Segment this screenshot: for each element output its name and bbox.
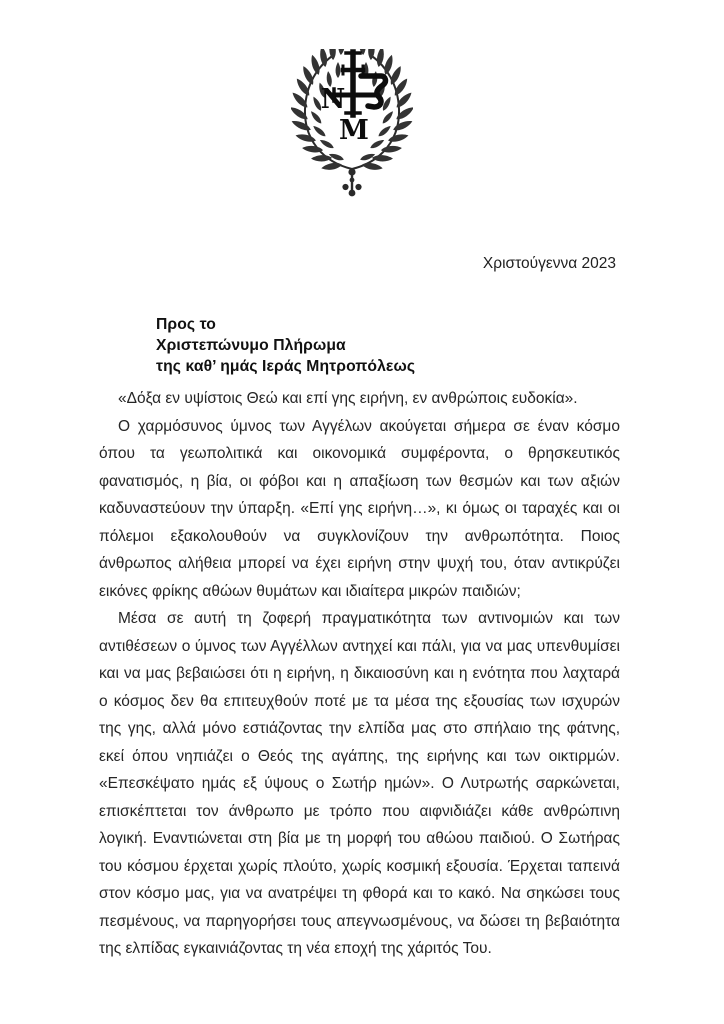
body-paragraph-2: Μέσα σε αυτή τη ζοφερή πραγματικότητα των αντινομιών και των αντιθέσεων ο ύμνος των Αγγέλλων αντηχεί και πάλι, για να μας υπενθυμίσει και να μας βεβαιώσει ότι η ειρήνη, η δικαιοσύνη και η ενότητα που λαχταρά ο κόσμος δεν θα επιτευχθούν ποτέ με τα μέσα της εξουσίας των ισχυρών της γης, αλλά μόνο εστιάζοντας την ελπίδα μας στο σπήλαιο της φάτνης, εκεί όπου νηπιάζει ο Θεός της αγάπης, της ειρήνης και των οικτιρμών. «Επεσκέψατο ημάς εξ ύψους ο Σωτήρ ημών». Ο Λυτρωτής σαρκώνεται, επισκέπτεται τον άνθρωπο με τρόπο που αιφνιδιάζει κάθε ανθρώπινη λογική. Εναντιώνεται στη βία με τη μορφή του αθώου παιδιού. Ο Σωτήρας του κόσμου έρχεται χωρίς πλούτο, χωρίς κοσμική εξουσία. Έρχεται ταπεινά στον κόσμο μας, για να ανατρέψει τη φθορά και το κακό. Να σηκώσει τους πεσμένους, να παρηγορήσει τους απεγνωσμένους, να δώσει τη βεβαιότητα της ελπίδας εγκαινιάζοντας τη νέα εποχή της χάριτός Του. — [99, 610, 620, 957]
doxology-quote: «Δόξα εν υψίστοις Θεώ και επί γης ειρήνη, εν ανθρώποις ευδοκία». — [118, 390, 578, 407]
body-paragraph-1: Ο χαρμόσυνος ύμνος των Αγγέλων ακούγεται σήμερα σε έναν κόσμο όπου τα γεωπολιτικά και οικονομικά συμφέροντα, ο θρησκευτικός φανατισμός, η βία, οι φόβοι και η απαξίωση των θεσμών και των αξιών καδυναστεύουν την ύπαρξη. «Επί γης ειρήνη…», κι όμως οι ταραχές και οι πόλεμοι εξακολουθούν να συγκλονίζουν την ανθρωπότητα. Ποιος άνθρωπος αλήθεια μπορεί να έχει ειρήνη στην ψυχή του, όταν αντικρύζει εικόνες φρίκης αθώων θυμάτων και ιδιαίτερα μικρών παιδιών; — [99, 417, 620, 600]
laurel-branch-right — [352, 49, 413, 171]
monogram-letter-n: Ν — [320, 84, 346, 115]
address-line-2: Χριστεπώνυμο Πλήρωμα — [156, 337, 346, 354]
address-line-3: της καθ’ ημάς Ιεράς Μητροπόλεως — [156, 358, 416, 375]
laurel-wreath-icon — [291, 49, 413, 201]
address-block — [156, 314, 415, 377]
address-line-1: Προς το — [156, 316, 216, 333]
metropolis-emblem — [291, 49, 413, 201]
monogram-letter-m: Μ — [339, 115, 369, 146]
tassel-ornament-icon — [342, 168, 361, 196]
date-line: Χριστούγεννα 2023 — [482, 255, 616, 272]
letter-body — [99, 385, 620, 963]
